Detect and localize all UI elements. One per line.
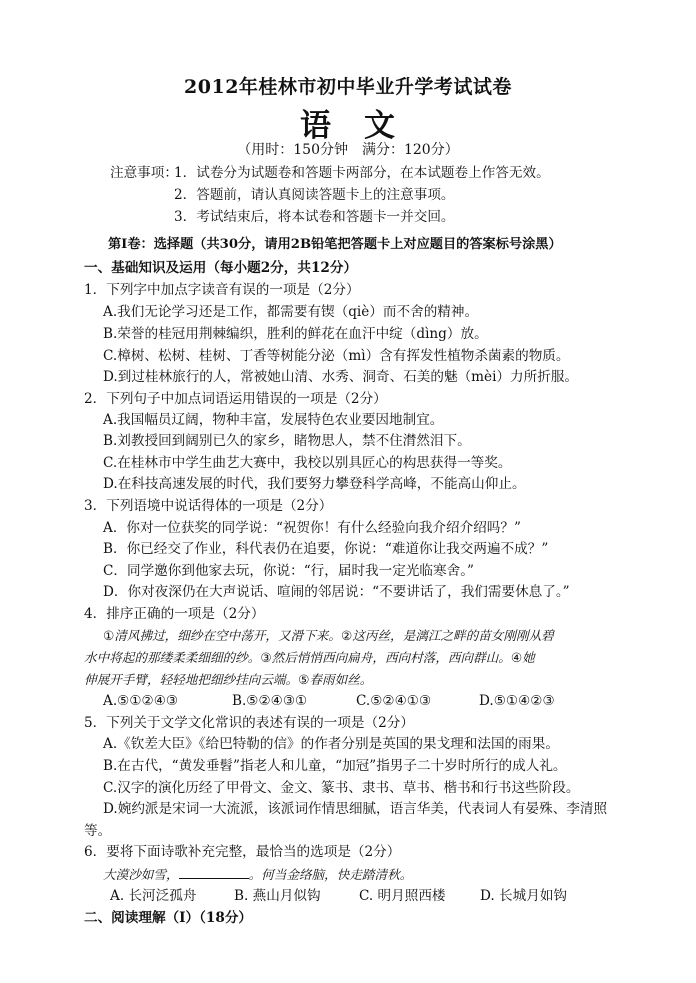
option: B. 燕山月似钩 xyxy=(234,888,321,904)
question-stem: 2．下列句子中加点词语运用错误的一项是（2分） xyxy=(84,391,387,407)
option: C．同学邀你到他家去玩，你说：“行，届时我一定光临寒舍。” xyxy=(103,563,474,579)
option: C.⑤②④①③ xyxy=(356,693,432,709)
option-continued: 等。 xyxy=(84,823,112,839)
question-stem: 5．下列关于文学文化常识的表述有误的一项是（2分） xyxy=(84,715,414,731)
option: C.在桂林市中学生曲艺大赛中，我校以别具匠心的构思获得一等奖。 xyxy=(103,455,512,471)
notice-label: 注意事项： xyxy=(110,165,178,181)
option: C. 明月照西楼 xyxy=(359,888,446,904)
option: A. 长河泛孤舟 xyxy=(110,888,197,904)
subject-title: 语 文 xyxy=(300,108,396,144)
question-stem: 1．下列字中加点字读音有误的一项是（2分） xyxy=(84,282,360,298)
option: A．你对一位获奖的同学说：“祝贺你！有什么经验向我介绍介绍吗？” xyxy=(103,520,521,536)
question-stem: 3．下列语境中说话得体的一项是（2分） xyxy=(84,498,333,514)
exam-title: 2012年桂林市初中毕业升学考试试卷 xyxy=(184,76,512,98)
question-stem: 4．排序正确的一项是（2分） xyxy=(84,606,265,622)
option: D.⑤①④②③ xyxy=(479,693,555,709)
poem-after: 。何当金络脑，快走踏清秋。 xyxy=(248,867,413,882)
section2-title: 二、阅读理解（Ⅰ）（18分） xyxy=(84,910,253,926)
option: B.⑤②④③① xyxy=(232,693,308,709)
option: B.刘教授回到阔别已久的家乡，睹物思人，禁不住潸然泪下。 xyxy=(103,433,471,449)
option: D.婉约派是宋词一大流派，该派词作情思细腻，语言华美，代表词人有晏殊、李清照 xyxy=(103,801,608,817)
option: B．你已经交了作业，科代表仍在追要，你说：“难道你让我交两遍不成？” xyxy=(103,541,549,557)
question-stem: 6．要将下面诗歌补充完整，最恰当的选项是（2分） xyxy=(84,844,401,860)
section1-title: 一、基础知识及运用（每小题2分，共12分） xyxy=(84,260,358,276)
poem-before: 大漠沙如雪， xyxy=(103,867,179,882)
part1-header: 第Ⅰ卷：选择题（共30分，请用2B铅笔把答题卡上对应题目的答案标号涂黑） xyxy=(108,237,562,252)
notice-item: 3．考试结束后，将本试卷和答题卡一并交回。 xyxy=(174,209,455,225)
poem-line xyxy=(103,865,412,884)
passage-line: 水中将起的那缕柔柔细细的纱。③然后悄悄西向扁舟，西向村落，西向群山。④她 xyxy=(84,650,535,665)
answer-blank xyxy=(179,865,249,879)
option: B.在古代，“黄发垂髫”指老人和儿童，“加冠”指男子二十岁时所行的成人礼。 xyxy=(103,758,567,774)
option: D. 长城月如钩 xyxy=(480,888,568,904)
option: C.樟树、松树、桂树、丁香等树能分泌（mì）含有挥发性植物杀菌素的物质。 xyxy=(103,348,570,364)
option: A.《钦差大臣》《给巴特勒的信》的作者分别是英国的果戈理和法国的雨果。 xyxy=(103,736,559,752)
passage-line: ①清风拂过，细纱在空中荡开，又滑下来。②这丙丝，是漓江之畔的苗女刚刚从碧 xyxy=(103,628,554,643)
option: A.我国幅员辽阔，物种丰富，发展特色农业要因地制宜。 xyxy=(103,412,444,428)
notice-item: 2．答题前，请认真阅读答题卡上的注意事项。 xyxy=(174,187,455,203)
option: D.到过桂林旅行的人，常被她山清、水秀、洞奇、石美的魅（mèi）力所折服。 xyxy=(103,369,579,385)
notice-item: 1．试卷分为试题卷和答题卡两部分，在本试题卷上作答无效。 xyxy=(174,165,550,181)
passage-line: 伸展开手臂，轻轻地把细纱挂向云端。⑤春雨如丝。 xyxy=(84,672,373,687)
option: D．你对夜深仍在大声说话、喧闹的邻居说：“不要讲话了，我们需要休息了。” xyxy=(103,584,570,600)
option: A.我们无论学习还是工作，都需要有锲（qiè）而不舍的精神。 xyxy=(103,304,479,320)
time-info: （用时：150分钟 满分：120分） xyxy=(237,142,459,158)
option: C.汉字的演化历经了甲骨文、金文、篆书、隶书、草书、楷书和行书这些阶段。 xyxy=(103,780,580,796)
option: A.⑤①②④③ xyxy=(103,693,179,709)
option: D.在科技高速发展的时代，我们要努力攀登科学高峰，不能高山仰止。 xyxy=(103,476,526,492)
option: B.荣誉的桂冠用荆棘编织，胜利的鲜花在血汗中绽（dìng）放。 xyxy=(103,326,488,342)
